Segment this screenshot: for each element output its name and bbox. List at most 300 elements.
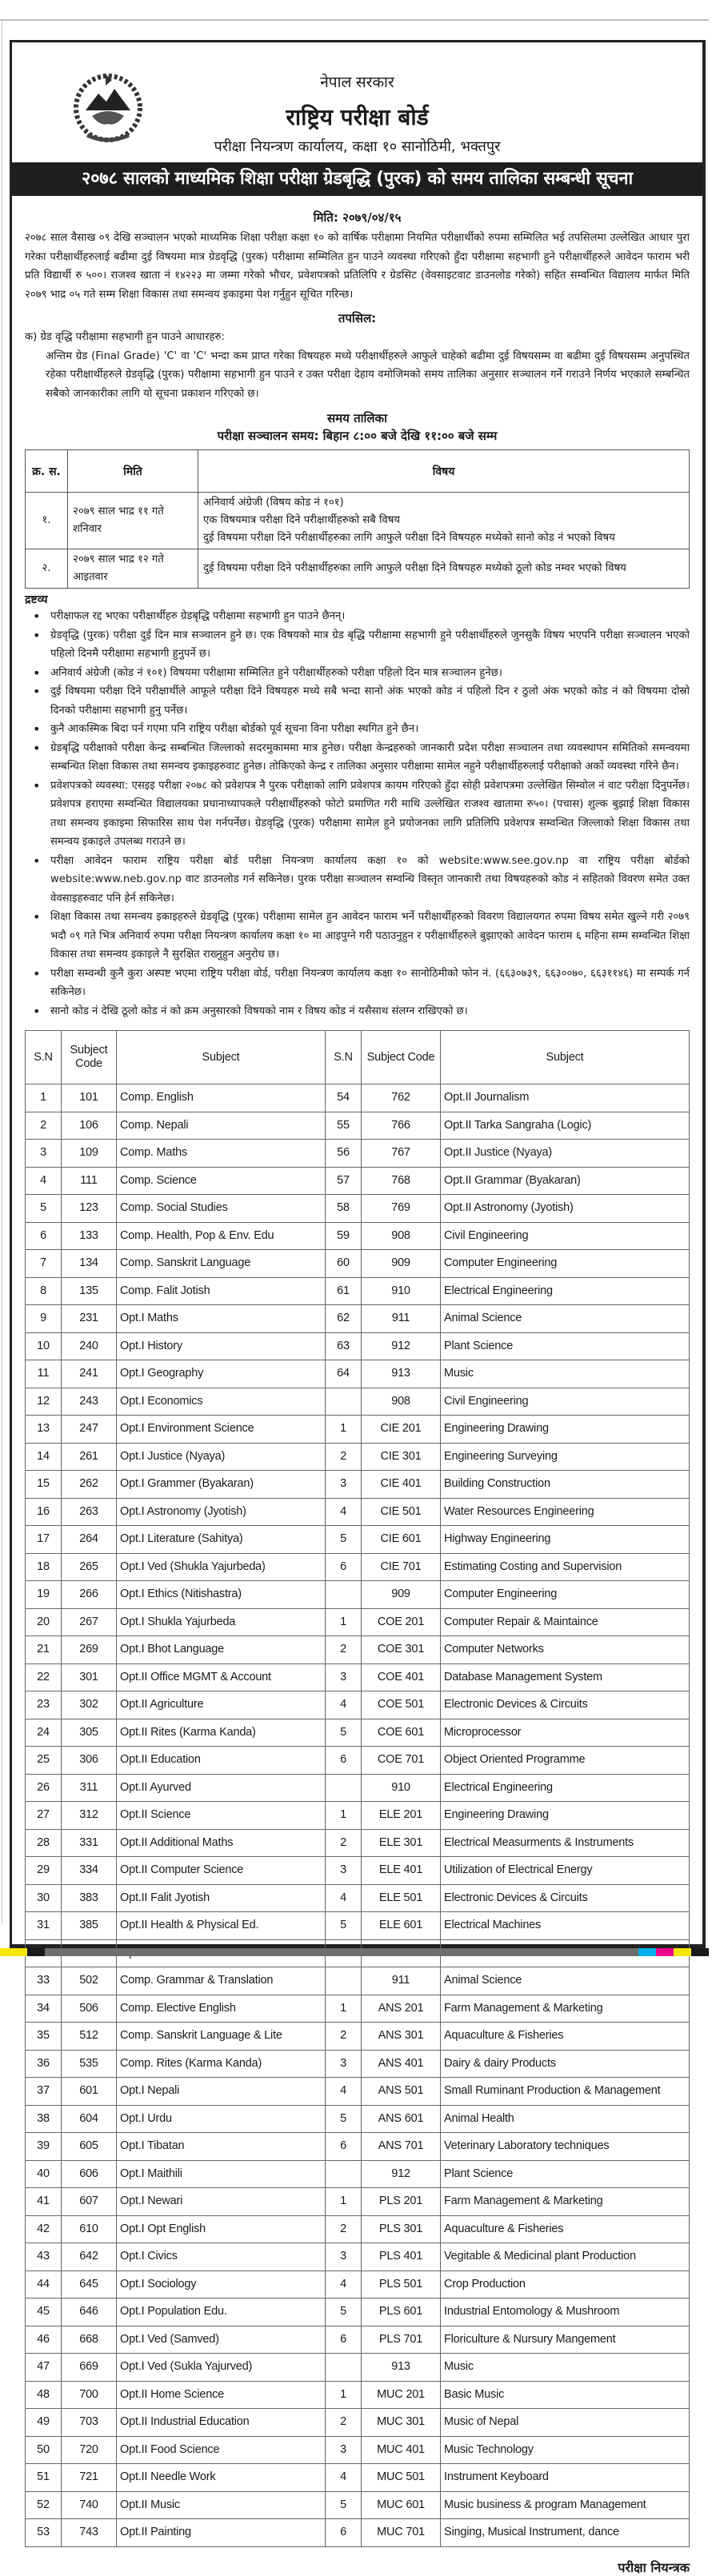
subject-sn-2: 5 [326, 2298, 362, 2326]
subject-name-2: Music of Nepal [441, 2409, 690, 2437]
note-item: • शिक्षा विकास तथा समन्वय इकाइहरुले ग्रेडवृद्धि (पुरक) परीक्षामा सामेल हुन आवेदन फाराम भर्ने परीक्षार्थीहरुको विवरण विद्यालयगत रुपमा विषय समेत खुल्ने गरी २०७९ भदौ ०९ गते भित्र अनिवार्य रुपमा परीक्षा नियन्त्रण कार्यालय कक्षा १० मा आइपुग्ने गरी पठाउनुहुन र परीक्षार्थीहरुले बुझाएको आवेदन फाराम ६ महिना सम्म सम्वन्धित शिक्षा विकास तथा समन्वय इकाइले नै सुरक्षित राख्नुहुन अनुरोध छ। [46, 908, 690, 965]
subject-row [26, 2354, 690, 2382]
subject-name: Opt.I Newari [117, 2188, 326, 2216]
subject-name: Comp. Nepali [117, 1112, 326, 1140]
colorbar-swatch [691, 1948, 709, 1956]
subject-sn: 40 [26, 2160, 62, 2188]
subject-name-2: Music [441, 2354, 690, 2382]
subject-name-2: Object Oriented Programme [441, 1747, 690, 1775]
subject-sn: 21 [26, 1636, 62, 1664]
office-address: परीक्षा नियन्त्रण कार्यालय, कक्षा १० सानोठिमी, भक्तपुर [214, 138, 501, 155]
schedule-row [26, 549, 690, 589]
subject-row [26, 2078, 690, 2106]
note-item: • ग्रेडवृद्धि (पुरक) परीक्षा दुई दिन मात्र सञ्चालन हुने छ। एक विषयको मात्र ग्रेड बृद्धि परीक्षामा सहभागी हुने परीक्षार्थीहरुले जुनसुकै विषय भएपनि परीक्षा सञ्चालन भएको पहिलो दिनमै परीक्षामा सहभागी हुनुपर्ने छ। [46, 626, 690, 664]
subject-sn-2: 62 [326, 1305, 362, 1333]
subject-sn-2 [326, 1967, 362, 1995]
subject-sn-2: 1 [326, 2381, 362, 2409]
subject-name-2: Microprocessor [441, 1719, 690, 1747]
subject-sn-2: 3 [326, 1663, 362, 1691]
subject-sn-2 [326, 2354, 362, 2382]
subject-row [26, 1526, 690, 1554]
subject-code-2: ELE 301 [362, 1829, 441, 1857]
subject-code: 646 [62, 2298, 117, 2326]
subject-row [26, 2381, 690, 2409]
subject-code-2: 913 [362, 2354, 441, 2382]
subject-name-2: Instrument Keyboard [441, 2464, 690, 2492]
note-item: • परीक्षा आवेदन फाराम राष्ट्रिय परीक्षा बोर्ड परीक्षा नियन्त्रण कार्यालय कक्षा १० को website:www.see.gov.np वा राष्ट्रिय परीक्षा बोर्डको website:www.neb.gov.np वाट डाउनलोड गर्न सकिनेछ। पुरक परीक्षा सञ्चालन सम्वन्धि विस्तृत जानकारी तथा विषयहरुको कोड नं सहितको विवरण समेत उक्त वेवसाइहरुवाट पनि हेर्न सकिनेछ। [46, 852, 690, 909]
subject-sn: 45 [26, 2298, 62, 2326]
subject-sn: 43 [26, 2243, 62, 2271]
subject-name: Opt.I Shukla Yajurbeda [117, 1608, 326, 1636]
subject-sn: 48 [26, 2381, 62, 2409]
subject-name: Comp. Sanskrit Language & Lite [117, 2023, 326, 2051]
subject-name-2: Electronic Devices & Circuits [441, 1691, 690, 1719]
subject-sn-2: 1 [326, 1995, 362, 2023]
subject-row [26, 1719, 690, 1747]
subject-name: Opt.II Ayurved [117, 1774, 326, 1802]
schedule-subject-line: एक विषयमात्र परीक्षा दिने परीक्षार्थीहरुको सबै विषय [203, 514, 400, 526]
subject-row [26, 1360, 690, 1388]
note-item: • दुई विषयमा परीक्षा दिने परीक्षार्थीले आफूले परीक्षा दिने विषयहरु मध्ये सबै भन्दा सानो अंक भएको कोड नं पहिलो दिन र ठुलो अंक भएको कोड नं को विषयमा दोस्रो दिनको परीक्षामा सहभागी हुनु पर्नेछ। [46, 682, 690, 720]
subject-row [26, 2133, 690, 2161]
subject-sn: 30 [26, 1884, 62, 1912]
subject-row [26, 2050, 690, 2078]
subject-code-2: PLS 301 [362, 2215, 441, 2243]
subject-row [26, 2023, 690, 2051]
subject-code: 265 [62, 1553, 117, 1581]
subject-code: 101 [62, 1084, 117, 1112]
subject-name: Opt.I Bhot Language [117, 1636, 326, 1664]
subject-code: 700 [62, 2381, 117, 2409]
subject-code-2: 769 [362, 1195, 441, 1223]
notice-frame [10, 40, 706, 2575]
subject-sn: 7 [26, 1250, 62, 1278]
subject-code: 302 [62, 1691, 117, 1719]
subject-row [26, 1884, 690, 1912]
subject-name: Opt.II Rites (Karma Kanda) [117, 1719, 326, 1747]
subject-code: 506 [62, 1995, 117, 2023]
subject-sn-2: 63 [326, 1332, 362, 1360]
schedule-header-date: मिति [68, 450, 198, 493]
subject-name-2: Database Management System [441, 1663, 690, 1691]
subject-name: Opt.I Environment Science [117, 1416, 326, 1444]
subject-sn-2: 56 [326, 1140, 362, 1168]
subject-code: 740 [62, 2491, 117, 2519]
subject-sn-2: 1 [326, 1416, 362, 1444]
subject-sn: 25 [26, 1747, 62, 1775]
subject-row [26, 1967, 690, 1995]
subject-name: Comp. Falit Jotish [117, 1277, 326, 1305]
subject-name-2: Vegitable & Medicinal plant Production [441, 2243, 690, 2271]
subject-row [26, 1802, 690, 1830]
subject-sn-2: 1 [326, 1608, 362, 1636]
subject-row [26, 1774, 690, 1802]
subject-sn: 2 [26, 1112, 62, 1140]
subject-name: Opt.II Home Science [117, 2381, 326, 2409]
subject-name: Comp. Social Studies [117, 1195, 326, 1223]
subject-code-2: CIE 701 [362, 1553, 441, 1581]
subject-name: Opt.I Economics [117, 1388, 326, 1416]
subject-name: Comp. Elective English [117, 1995, 326, 2023]
subject-row [26, 1084, 690, 1112]
subject-code-2: ANS 401 [362, 2050, 441, 2078]
schedule-header-sn: क्र. स. [26, 450, 68, 493]
subject-sn-2: 3 [326, 1471, 362, 1499]
subject-code: 243 [62, 1388, 117, 1416]
subject-code: 263 [62, 1498, 117, 1526]
subject-name-2: Music [441, 1360, 690, 1388]
subject-row [26, 1857, 690, 1885]
subject-code: 607 [62, 2188, 117, 2216]
subject-sn-2: 6 [326, 2326, 362, 2354]
subject-name-2: Dairy & dairy Products [441, 2050, 690, 2078]
subject-sn: 4 [26, 1167, 62, 1195]
subject-row [26, 1250, 690, 1278]
subject-row [26, 1498, 690, 1526]
subject-name: Opt.II Computer Science [117, 1857, 326, 1885]
subject-name-2: Utilization of Electrical Energy [441, 1857, 690, 1885]
subject-sn-2 [326, 2160, 362, 2188]
subject-code-2: COE 301 [362, 1636, 441, 1664]
subject-code-2: ANS 601 [362, 2105, 441, 2133]
subject-sn: 13 [26, 1416, 62, 1444]
subject-code: 312 [62, 1802, 117, 1830]
subject-code: 231 [62, 1305, 117, 1333]
subject-row [26, 1277, 690, 1305]
colorbar-swatch [45, 1948, 638, 1956]
colorbar-swatch [27, 1948, 45, 1956]
subject-sn-2: 4 [326, 2464, 362, 2492]
subject-sn-2: 64 [326, 1360, 362, 1388]
subject-code: 331 [62, 1829, 117, 1857]
subject-code-2: 910 [362, 1774, 441, 1802]
subject-code-table [25, 1030, 690, 2547]
subject-name: Opt.I Ved (Samved) [117, 2326, 326, 2354]
subject-code: 604 [62, 2105, 117, 2133]
subject-name-2: Music business & program Management [441, 2491, 690, 2519]
subject-code-2: 762 [362, 1084, 441, 1112]
subject-sn: 9 [26, 1305, 62, 1333]
subject-code-2: MUC 401 [362, 2436, 441, 2464]
subject-sn-2: 2 [326, 1829, 362, 1857]
notice-header [12, 42, 702, 194]
subject-name: Opt.I Astronomy (Jyotish) [117, 1498, 326, 1526]
subject-code: 601 [62, 2078, 117, 2106]
subject-sn: 27 [26, 1802, 62, 1830]
subject-sn: 37 [26, 2078, 62, 2106]
subject-code-2: COE 501 [362, 1691, 441, 1719]
subject-sn-2 [326, 1774, 362, 1802]
subject-code-2: 911 [362, 1305, 441, 1333]
subject-name-2: Electronic Devices & Circuits [441, 1884, 690, 1912]
subject-code: 669 [62, 2354, 117, 2382]
subject-row [26, 2519, 690, 2547]
subject-code-2: PLS 201 [362, 2188, 441, 2216]
subject-row [26, 1388, 690, 1416]
subject-code-2: 910 [362, 1277, 441, 1305]
subject-header-subject: Subject [117, 1031, 326, 1084]
subject-code: 645 [62, 2270, 117, 2298]
board-name: राष्ट्रिय परीक्षा बोर्ड [286, 104, 429, 130]
subject-row [26, 1747, 690, 1775]
subject-sn: 47 [26, 2354, 62, 2382]
subject-code-2: MUC 201 [362, 2381, 441, 2409]
subject-sn: 24 [26, 1719, 62, 1747]
subject-sn-2: 5 [326, 1912, 362, 1940]
subject-sn-2: 1 [326, 1802, 362, 1830]
subject-code: 262 [62, 1471, 117, 1499]
notice-content [25, 206, 690, 2576]
subject-code: 668 [62, 2326, 117, 2354]
subject-code: 247 [62, 1416, 117, 1444]
schedule-subject-line: दुई विषयमा परीक्षा दिने परीक्षार्थीहरुका लागि आफुले परीक्षा दिने विषयहरु मध्येको ठूलो कोड नम्वर भएको विषय [203, 562, 626, 574]
subject-name-2: Civil Engineering [441, 1222, 690, 1250]
schedule-subject-line: दुई विषयमा परीक्षा दिने परीक्षार्थीहरुका लागि आफुले परीक्षा दिने विषयहरु मध्येको सानो कोड नं भएको विषय [203, 532, 615, 544]
subject-name-2: Farm Management & Marketing [441, 1995, 690, 2023]
subject-sn-2: 1 [326, 2188, 362, 2216]
subject-header-row [26, 1031, 690, 1084]
subject-row [26, 1581, 690, 1609]
schedule-time: परीक्षा सञ्चालन समय: बिहान ८:०० बजे देखि ११:०० बजे सम्म [217, 429, 498, 443]
subject-code-2: 768 [362, 1167, 441, 1195]
subject-sn-2: 2 [326, 1443, 362, 1471]
subject-sn: 39 [26, 2133, 62, 2161]
subject-row [26, 1416, 690, 1444]
subject-code-2: CIE 401 [362, 1471, 441, 1499]
subject-name-2: Opt.II Astronomy (Jyotish) [441, 1195, 690, 1223]
subject-code-2: COE 701 [362, 1747, 441, 1775]
subject-code-2: COE 401 [362, 1663, 441, 1691]
subject-name-2: Aquaculture & Fisheries [441, 2215, 690, 2243]
subject-name: Opt.I Literature (Sahitya) [117, 1526, 326, 1554]
subject-code: 301 [62, 1663, 117, 1691]
subject-code: 703 [62, 2409, 117, 2437]
subject-row [26, 1691, 690, 1719]
subject-sn-2: 57 [326, 1167, 362, 1195]
subject-name-2: Building Construction [441, 1471, 690, 1499]
subject-name: Opt.I Grammer (Byakaran) [117, 1471, 326, 1499]
subject-sn-2 [326, 1581, 362, 1609]
subject-sn-2: 4 [326, 1498, 362, 1526]
subject-table-body [26, 1084, 690, 2547]
subject-sn-2: 4 [326, 2078, 362, 2106]
subject-code: 305 [62, 1719, 117, 1747]
subject-code-2: COE 201 [362, 1608, 441, 1636]
note-item: • सानो कोड नं देखि ठूलो कोड नं को क्रम अनुसारको विषयको नाम र विषय कोड नं यसैसाथ संलग्न राखिएको छ। [46, 1002, 690, 1021]
subject-code-2: ELE 601 [362, 1912, 441, 1940]
note-item: • अनिवार्य अंग्रेजी (कोड नं १०१) विषयमा परीक्षामा सम्मिलित हुने परीक्षार्थीहरुको परीक्षा पहिलो दिन मात्र सञ्चालन हुनेछ। [46, 664, 690, 683]
subject-code: 743 [62, 2519, 117, 2547]
subject-code-2: 909 [362, 1250, 441, 1278]
subject-row [26, 2464, 690, 2492]
subject-sn-2: 55 [326, 1112, 362, 1140]
subject-header-sn: S.N [26, 1031, 62, 1084]
subject-code-2: COE 601 [362, 1719, 441, 1747]
subject-name-2: Electrical Engineering [441, 1277, 690, 1305]
subject-code: 135 [62, 1277, 117, 1305]
subject-name: Opt.II Additional Maths [117, 1829, 326, 1857]
subject-header-sn-2: S.N [326, 1031, 362, 1084]
subject-sn: 10 [26, 1332, 62, 1360]
subject-code: 106 [62, 1112, 117, 1140]
schedule-sn: २. [26, 549, 68, 589]
criteria-heading: क) ग्रेड वृद्धि परीक्षामा सहभागी हुन पाउने आधारहरु: [25, 331, 225, 343]
subject-sn: 12 [26, 1388, 62, 1416]
subject-row [26, 1553, 690, 1581]
subject-name-2: Music Technology [441, 2436, 690, 2464]
top-rule [0, 19, 709, 21]
subject-code-2: 766 [362, 1112, 441, 1140]
subject-sn: 38 [26, 2105, 62, 2133]
notice-date: मिति: २०७९/०४/१५ [313, 210, 402, 225]
subject-name: Opt.I Tibatan [117, 2133, 326, 2161]
subject-row [26, 2243, 690, 2271]
subject-name-2: Aquaculture & Fisheries [441, 2023, 690, 2051]
subject-name-2: Opt.II Justice (Nyaya) [441, 1140, 690, 1168]
subject-code: 306 [62, 1747, 117, 1775]
subject-code: 109 [62, 1140, 117, 1168]
subject-code-2: PLS 601 [362, 2298, 441, 2326]
subject-name: Comp. Health, Pop & Env. Edu [117, 1222, 326, 1250]
subject-sn: 49 [26, 2409, 62, 2437]
subject-code: 606 [62, 2160, 117, 2188]
subject-sn: 53 [26, 2519, 62, 2547]
subject-name-2: Computer Engineering [441, 1581, 690, 1609]
subject-row [26, 1912, 690, 1940]
colorbar-swatch [656, 1948, 674, 1956]
subject-sn-2: 54 [326, 1084, 362, 1112]
subject-code-2: PLS 501 [362, 2270, 441, 2298]
subject-row [26, 1608, 690, 1636]
subject-sn-2: 6 [326, 2133, 362, 2161]
subject-name-2: Animal Science [441, 1967, 690, 1995]
subject-code-2: 912 [362, 2160, 441, 2188]
subject-code-2: CIE 301 [362, 1443, 441, 1471]
subject-row [26, 1995, 690, 2023]
subject-sn: 36 [26, 2050, 62, 2078]
subject-sn-2: 6 [326, 1553, 362, 1581]
subject-code: 383 [62, 1884, 117, 1912]
subject-name-2: Animal Health [441, 2105, 690, 2133]
subject-row [26, 1222, 690, 1250]
subject-sn: 16 [26, 1498, 62, 1526]
subject-sn: 14 [26, 1443, 62, 1471]
signature: परीक्षा नियन्त्रक [618, 2559, 690, 2575]
subject-sn-2: 5 [326, 2491, 362, 2519]
subject-code-2: ANS 201 [362, 1995, 441, 2023]
subject-name-2: Small Ruminant Production & Management [441, 2078, 690, 2106]
subject-name-2: Plant Science [441, 2160, 690, 2188]
subject-sn-2: 6 [326, 1747, 362, 1775]
subject-code-2: 911 [362, 1967, 441, 1995]
print-colorbar [0, 1948, 709, 1956]
subject-sn-2: 4 [326, 2270, 362, 2298]
subject-row [26, 1663, 690, 1691]
notice-title: २०७८ सालको माध्यमिक शिक्षा परीक्षा ग्रेडबृद्धि (पुरक) को समय तालिका सम्बन्धी सूचना [12, 162, 702, 196]
subject-sn-2: 5 [326, 2105, 362, 2133]
subject-code-2: MUC 601 [362, 2491, 441, 2519]
subject-name-2: Floriculture & Nursury Mangement [441, 2326, 690, 2354]
subject-name: Opt.I Ved (Shukla Yajurbeda) [117, 1553, 326, 1581]
subject-code: 535 [62, 2050, 117, 2078]
subject-name: Comp. Grammar & Translation [117, 1967, 326, 1995]
subject-sn: 8 [26, 1277, 62, 1305]
schedule-title [25, 409, 690, 445]
colorbar-swatch [638, 1948, 656, 1956]
note-item: • परीक्षा सम्वन्धी कुनै कुरा अस्पष्ट भएमा राष्ट्रिय परीक्षा वोर्ड, परीक्षा नियन्त्रण कार्यालय कक्षा १० सानोठिमीको फोन नं. (६६३०७३९, ६६३००७०, ६६३११४६) मा सम्पर्क गर्न सकिनेछ। [46, 965, 690, 1002]
subject-name: Opt.I Maths [117, 1305, 326, 1333]
subject-sn: 35 [26, 2023, 62, 2051]
subject-name-2: Singing, Musical Instrument, dance [441, 2519, 690, 2547]
subject-name: Opt.I Ethics (Nitishastra) [117, 1581, 326, 1609]
subject-name-2: Crop Production [441, 2270, 690, 2298]
subject-row [26, 1829, 690, 1857]
subject-name: Opt.II Food Science [117, 2436, 326, 2464]
subject-name: Comp. Rites (Karma Kanda) [117, 2050, 326, 2078]
details-heading: तपसिल: [338, 311, 377, 325]
subject-sn-2: 5 [326, 1719, 362, 1747]
subject-code-2: ELE 401 [362, 1857, 441, 1885]
subject-name-2: Animal Science [441, 1305, 690, 1333]
subject-row [26, 1443, 690, 1471]
subject-row [26, 2105, 690, 2133]
subject-code: 133 [62, 1222, 117, 1250]
subject-sn: 52 [26, 2491, 62, 2519]
subject-code-2: ANS 301 [362, 2023, 441, 2051]
subject-sn: 5 [26, 1195, 62, 1223]
intro-paragraph: २०७८ साल वैसाख ०९ देखि सञ्चालन भएको माध्यमिक शिक्षा परीक्षा कक्षा १० को वार्षिक परीक्षामा नियमित परीक्षार्थीको रुपमा सम्मिलित भई तपसिलमा उल्लेखित आधार पुरा गरेका परीक्षार्थीहरुलाई बढीमा दुई विषयमा मात्र ग्रेडवृद्धि (पुरक) परीक्षामा सम्मिलित हुन पाउने व्यवस्था गरिएको हुँदा परीक्षामा सहभागी हुने परीक्षार्थीहरुले आवेदन फाराम भरी प्रति विद्यार्थी रु ५००। राजश्व खाता नं १४२२३ मा जम्मा गरेको भौचर, प्रवेशपत्रको प्रतिलिपि र ग्रेडसिट (वेवसाइटवाट डाउनलोड गरेको) सहित सम्वन्धित विद्यालय मार्फत मिति २०७९ भाद्र ०५ गते सम्म शिक्षा विकास तथा समन्वय इकाइमा पेश गर्नुहुन सूचित गरिन्छ। [25, 232, 690, 301]
subject-row [26, 1471, 690, 1499]
subject-name-2: Electrical Measurments & Instruments [441, 1829, 690, 1857]
subject-header-code-2: Subject Code [362, 1031, 441, 1084]
subject-sn: 1 [26, 1084, 62, 1112]
notes-list [25, 607, 690, 1020]
subject-name: Opt.II Science [117, 1802, 326, 1830]
subject-row [26, 1112, 690, 1140]
subject-row [26, 2409, 690, 2437]
subject-sn-2: 2 [326, 1636, 362, 1664]
subject-sn-2: 58 [326, 1195, 362, 1223]
schedule-subjects [198, 493, 690, 549]
subject-sn-2: 2 [326, 2215, 362, 2243]
subject-name: Opt.II Music [117, 2491, 326, 2519]
subject-sn-2: 2 [326, 2023, 362, 2051]
subject-code: 385 [62, 1912, 117, 1940]
note-item: • प्रवेशपत्रको व्यवस्था: एसइइ परीक्षा २०७८ को प्रवेशपत्र नै पुरक परीक्षाको लागि प्रवेशपत्र कायम गरिएको हुँदा सोही प्रवेशपत्रमा उल्लेखित सिम्वोल नं वाट परीक्षा दिनुपर्नेछ। प्रवेशपत्र हराएमा सम्वन्धित विद्यालयका प्रधानाध्यापकले परीक्षार्थीहरुको फोटो प्रमाणित गरी माथि उल्लेखित राजश्व खातामा रु५०। (पचास) शुल्क बुझाई शिक्षा विकास तथा समन्वय इकाइमा सिफारिस साथ पेश गर्नपर्नेछ। ग्रेडवृद्धि (पुरक) परीक्षामा सामेल हुने प्रयोजनका लागि प्रतिलिपि प्रवेशपत्र सम्वन्धित जिल्लाको शिक्षा विकास तथा समन्वय इकाइले उपलब्ध गराउने छ। [46, 777, 690, 852]
schedule-subjects [198, 549, 690, 589]
subject-sn: 46 [26, 2326, 62, 2354]
subject-code: 311 [62, 1774, 117, 1802]
subject-code: 111 [62, 1167, 117, 1195]
subject-code-2: ELE 501 [362, 1884, 441, 1912]
subject-name: Opt.I History [117, 1332, 326, 1360]
subject-code-2: 908 [362, 1388, 441, 1416]
subject-sn-2: 6 [326, 2519, 362, 2547]
subject-name: Opt.I Urdu [117, 2105, 326, 2133]
subject-name: Opt.I Opt English [117, 2215, 326, 2243]
subject-code-2: 908 [362, 1222, 441, 1250]
subject-code: 502 [62, 1967, 117, 1995]
subject-code-2: MUC 301 [362, 2409, 441, 2437]
subject-row [26, 2215, 690, 2243]
subject-code-2: MUC 701 [362, 2519, 441, 2547]
subject-header-code: Subject Code [62, 1031, 117, 1084]
subject-code-2: CIE 201 [362, 1416, 441, 1444]
subject-sn-2: 5 [326, 1526, 362, 1554]
subject-name: Opt.II Agriculture [117, 1691, 326, 1719]
subject-code-2: 913 [362, 1360, 441, 1388]
subject-name-2: Water Resources Engineering [441, 1498, 690, 1526]
